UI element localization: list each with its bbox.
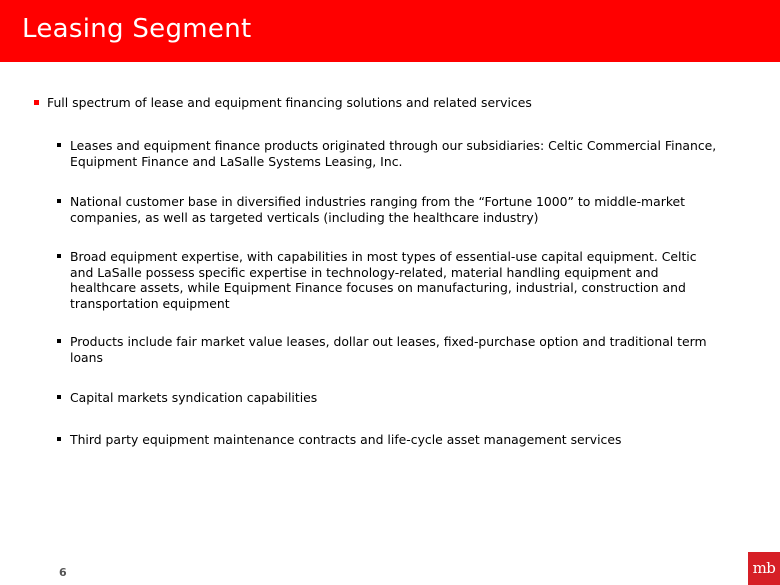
logo-text: mb — [752, 559, 776, 577]
page-number: 6 — [59, 566, 67, 579]
square-bullet-icon — [57, 395, 61, 399]
sub-bullet-text: Broad equipment expertise, with capabilities in most types of essential-use capital equipment. Celtic and LaSalle possess specific expertise in technology-related, material handling equipment and healthcare assets, while Equipment Finance focuses on manufacturing, industrial, construction and transportation equipment — [70, 249, 697, 311]
slide-title: Leasing Segment — [22, 14, 252, 44]
sub-bullet-syndication — [57, 390, 722, 406]
sub-bullet-customer-base — [57, 194, 722, 225]
sub-bullet-text: Leases and equipment finance products originated through our subsidiaries: Celtic Commercial Finance, Equipment Finance and LaSalle Systems Leasing, Inc. — [70, 138, 717, 169]
square-bullet-icon — [57, 437, 61, 441]
sub-bullet-text: National customer base in diversified industries ranging from the “Fortune 1000” to middle-market companies, as well as targeted verticals (including the healthcare industry) — [70, 194, 686, 225]
sub-bullet-equipment-expertise — [57, 249, 722, 311]
red-square-bullet-icon — [34, 100, 39, 105]
square-bullet-icon — [57, 339, 61, 343]
sub-bullet-text: Third party equipment maintenance contracts and life-cycle asset management services — [70, 432, 622, 447]
mb-logo — [748, 552, 780, 585]
square-bullet-icon — [57, 143, 61, 147]
sub-bullet-products — [57, 334, 722, 365]
sub-bullet-text: Products include fair market value leases, dollar out leases, fixed-purchase option and traditional term loans — [70, 334, 707, 365]
square-bullet-icon — [57, 254, 61, 258]
sub-bullet-maintenance — [57, 432, 722, 448]
title-bar — [0, 0, 780, 62]
main-bullet-text: Full spectrum of lease and equipment financing solutions and related services — [47, 95, 532, 110]
sub-bullet-subsidiaries — [57, 138, 722, 169]
sub-bullet-text: Capital markets syndication capabilities — [70, 390, 318, 405]
square-bullet-icon — [57, 199, 61, 203]
